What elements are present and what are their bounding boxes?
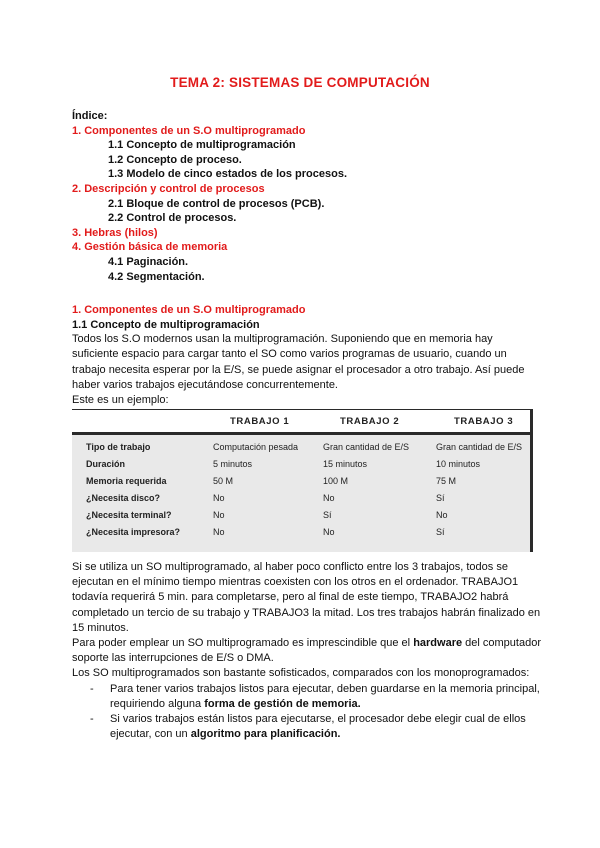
bullet-list bbox=[72, 682, 542, 743]
table-cell: No bbox=[213, 527, 225, 537]
row-label: ¿Necesita impresora? bbox=[86, 527, 181, 537]
toc-section-3: 3. Hebras (hilos) bbox=[72, 226, 158, 239]
text-span: Para poder emplear un SO multiprogramado es imprescindible que el bbox=[72, 637, 414, 650]
bold-term: algoritmo para planificación. bbox=[190, 728, 341, 741]
table-cell: 10 minutos bbox=[436, 459, 481, 469]
bold-term: hardware bbox=[413, 637, 463, 650]
table-cell: 5 minutos bbox=[213, 459, 253, 469]
text-span: Para tener varios trabajos listos para ejecutar, deben guardarse en la memoria principal, requiriendo alguna bbox=[110, 682, 540, 710]
row-label: Memoria requerida bbox=[86, 476, 167, 486]
table-cell: 50 M bbox=[213, 476, 234, 486]
toc-subsection: 1.1 Concepto de multiprogramación bbox=[108, 139, 296, 152]
table-cell: No bbox=[436, 510, 448, 520]
paragraph: Los SO multiprogramados son bastante sofisticados, comparados con los monoprogramados: bbox=[72, 667, 530, 680]
table-row bbox=[72, 442, 530, 459]
table-cell: Gran cantidad de E/S bbox=[436, 442, 523, 452]
toc-heading: Índice: bbox=[72, 110, 108, 122]
section-heading: 1. Componentes de un S.O multiprogramado bbox=[72, 304, 306, 316]
table-cell: Sí bbox=[323, 510, 332, 520]
text-span: del computador soporte las interrupciones de E/S o DMA. bbox=[72, 637, 541, 665]
jobs-table bbox=[72, 409, 533, 552]
table-row bbox=[72, 493, 530, 510]
list-item bbox=[72, 712, 542, 742]
table-row bbox=[72, 459, 530, 476]
table-of-contents bbox=[72, 109, 572, 284]
example-label: Este es un ejemplo: bbox=[72, 394, 169, 406]
row-label: ¿Necesita terminal? bbox=[86, 510, 172, 520]
toc-section-1: 1. Componentes de un S.O multiprogramado bbox=[72, 124, 306, 137]
explanation-section bbox=[72, 560, 542, 742]
paragraph bbox=[72, 636, 542, 666]
table-row bbox=[72, 510, 530, 527]
dash-bullet-icon: - bbox=[90, 682, 94, 695]
table-cell: 100 M bbox=[323, 476, 349, 486]
text-span: Si varios trabajos están listos para ejecutarse, el procesador debe elegir cual de ellos ejecutar, con un bbox=[110, 713, 526, 741]
table-cell: No bbox=[213, 493, 225, 503]
table-cell: No bbox=[323, 493, 335, 503]
table-row bbox=[72, 527, 530, 544]
table-cell: Computación pesada bbox=[213, 442, 299, 452]
row-label: Tipo de trabajo bbox=[86, 442, 151, 452]
toc-subsection: 1.3 Modelo de cinco estados de los procesos. bbox=[108, 168, 348, 181]
table-cell: No bbox=[323, 527, 335, 537]
toc-section-2: 2. Descripción y control de procesos bbox=[72, 182, 265, 195]
table-row bbox=[72, 476, 530, 493]
dash-bullet-icon: - bbox=[90, 713, 94, 726]
column-header: TRABAJO 1 bbox=[230, 416, 290, 427]
column-header: TRABAJO 2 bbox=[340, 416, 400, 427]
section-1 bbox=[72, 303, 542, 408]
table-cell: Sí bbox=[436, 527, 445, 537]
bold-term: forma de gestión de memoria. bbox=[204, 697, 361, 710]
toc-subsection: 2.1 Bloque de control de procesos (PCB). bbox=[108, 197, 325, 210]
intro-paragraph: Todos los S.O modernos usan la multiprogramación. Suponiendo que en memoria hay suficiente espacio para cargar tanto el SO como varios programas de usuario, cuando un trabajo necesita esperar por la E/S, se puede asignar el procesador a otro trabajo. Así puede haber varios trabajos ejecutándose concurrentemente. bbox=[72, 333, 525, 391]
table-cell: Gran cantidad de E/S bbox=[323, 442, 410, 452]
subsection-heading: 1.1 Concepto de multiprogramación bbox=[72, 318, 260, 331]
paragraph: Si se utiliza un SO multiprogramado, al haber poco conflicto entre los 3 trabajos, todos se ejecutan en el mínimo tiempo mientras coexisten con los otros en el ordenador. TRABAJO1 todavía requerirá 5 min. para completarse, pero al final de este tiempo, TRABAJO2 habrá completado un tercio de su trabajo y TRABAJO3 la mitad. Los tres trabajos habrán finalizado en 15 minutos. bbox=[72, 561, 541, 634]
table-cell: Sí bbox=[436, 493, 445, 503]
toc-subsection: 4.2 Segmentación. bbox=[108, 270, 205, 283]
table-header bbox=[72, 409, 530, 435]
column-header: TRABAJO 3 bbox=[454, 416, 514, 427]
table-cell: 15 minutos bbox=[323, 459, 368, 469]
list-item bbox=[72, 682, 542, 712]
toc-subsection: 2.2 Control de procesos. bbox=[108, 212, 237, 225]
table-cell: No bbox=[213, 510, 225, 520]
toc-subsection: 1.2 Concepto de proceso. bbox=[108, 153, 242, 166]
table-cell: 75 M bbox=[436, 476, 457, 486]
toc-subsection: 4.1 Paginación. bbox=[108, 255, 189, 268]
row-label: ¿Necesita disco? bbox=[86, 493, 161, 503]
row-label: Duración bbox=[86, 459, 126, 469]
toc-section-4: 4. Gestión básica de memoria bbox=[72, 241, 228, 254]
document-title: TEMA 2: SISTEMAS DE COMPUTACIÓN bbox=[170, 75, 430, 90]
